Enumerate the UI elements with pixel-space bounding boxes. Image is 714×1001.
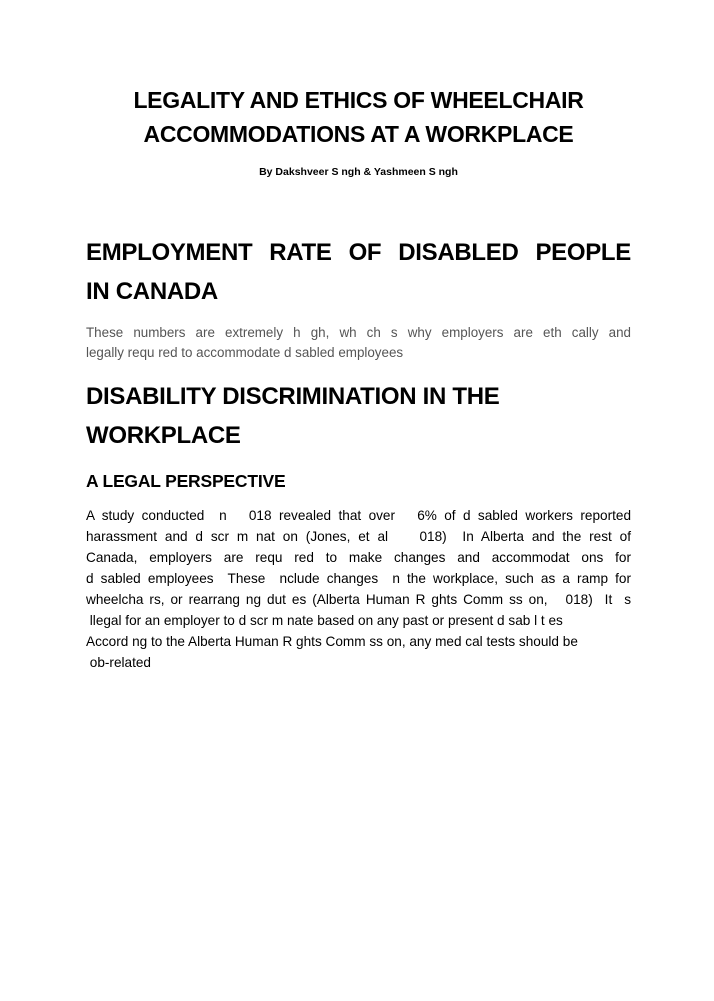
paragraph-line: legally requ red to accommodate d sabled employees — [86, 345, 404, 360]
paragraph-line: harassment and d scr m nat on (Jones, et al 018) In Alberta and the rest of — [86, 529, 631, 544]
subheading-legal-perspective: A LEGAL PERSPECTIVE — [86, 471, 286, 491]
section-heading-employment-rate — [86, 233, 631, 311]
section-heading-line-1: EMPLOYMENT RATE OF DISABLED PEOPLE — [86, 239, 631, 266]
legal-perspective-paragraph — [86, 505, 631, 673]
section-heading-line-2: WORKPLACE — [86, 422, 241, 449]
document-title-line-2: ACCOMMODATIONS AT A WORKPLACE — [143, 121, 574, 147]
document-title — [86, 83, 631, 151]
paragraph-line: A study conducted n 018 revealed that over 6% of d sabled workers reported — [86, 508, 631, 523]
paragraph-line: d sabled employees These nclude changes n the workplace, such as a ramp for — [86, 571, 631, 586]
document-page — [0, 83, 714, 1001]
document-byline: By Dakshveer S ngh & Yashmeen S ngh — [259, 166, 458, 178]
section-heading-line-2: IN CANADA — [86, 278, 218, 305]
section-heading-disability-discrimination — [86, 377, 631, 455]
employment-rate-paragraph — [86, 323, 631, 363]
paragraph-line: llegal for an employer to d scr m nate based on any past or present d sab l t es — [86, 613, 563, 628]
paragraph-line: Canada, employers are requ red to make changes and accommodat ons for — [86, 550, 631, 565]
paragraph-line: ob-related — [86, 655, 151, 670]
section-heading-line-1: DISABILITY DISCRIMINATION IN THE — [86, 383, 500, 410]
paragraph-line: These numbers are extremely h gh, wh ch s why employers are eth cally and — [86, 325, 631, 340]
paragraph-line: wheelcha rs, or rearrang ng dut es (Alberta Human R ghts Comm ss on, 018) It s — [86, 592, 631, 607]
paragraph-line: Accord ng to the Alberta Human R ghts Comm ss on, any med cal tests should be — [86, 634, 578, 649]
document-title-line-1: LEGALITY AND ETHICS OF WHEELCHAIR — [133, 87, 584, 113]
